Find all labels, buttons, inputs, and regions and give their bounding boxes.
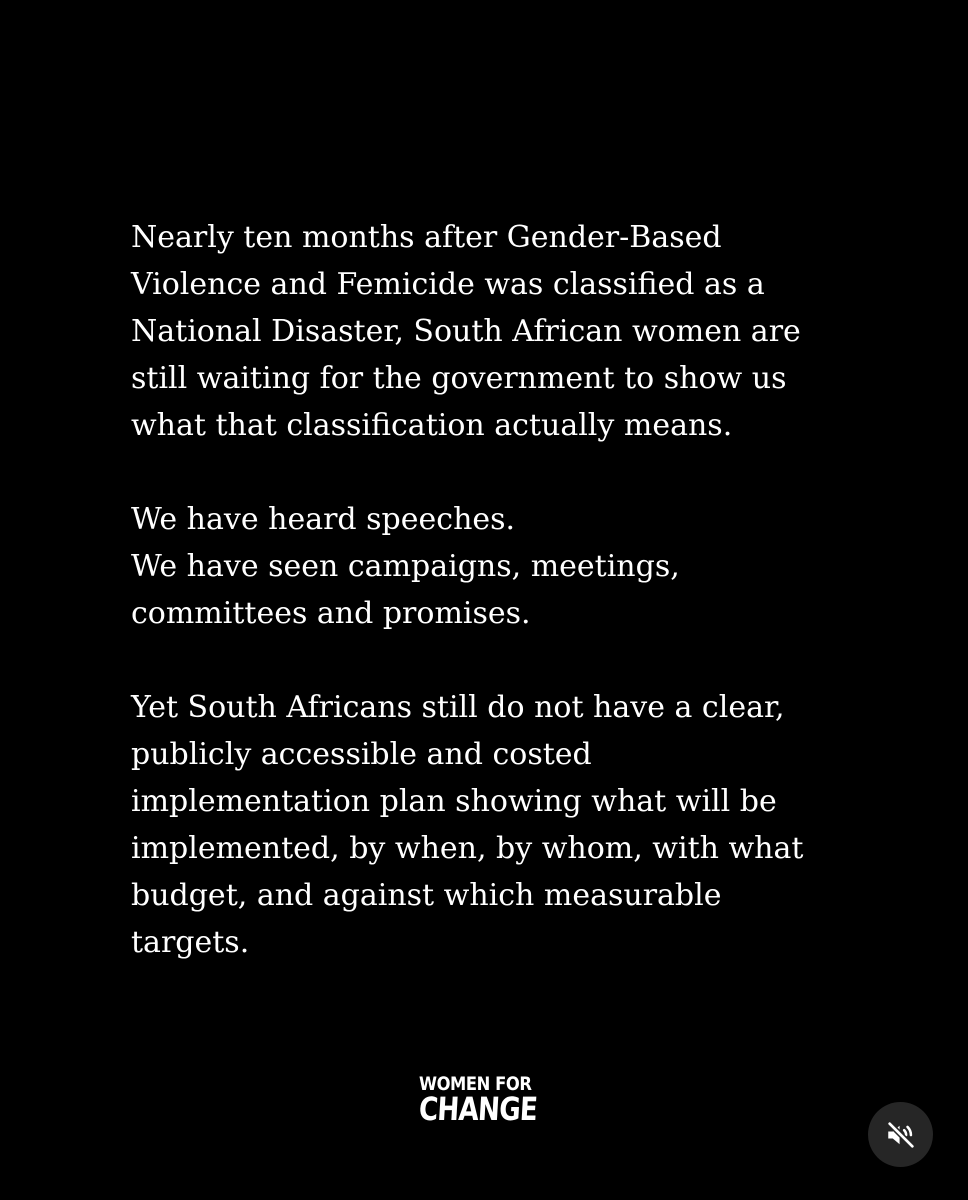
text-line: what that classification actually means.: [131, 408, 733, 443]
paragraph-3: [131, 684, 851, 966]
women-for-change-logo: [417, 1073, 551, 1128]
text-line: budget, and against which measurable: [131, 878, 722, 913]
text-line: committees and promises.: [131, 596, 531, 631]
paragraph-2: [131, 496, 851, 637]
logo-line-1: WOMEN FOR: [419, 1073, 532, 1095]
mute-toggle-button[interactable]: [868, 1102, 933, 1167]
text-line: implemented, by when, by whom, with what: [131, 831, 804, 866]
text-line: targets.: [131, 925, 250, 960]
paragraph-1: [131, 214, 851, 449]
text-line: Violence and Femicide was classified as a: [131, 267, 765, 302]
text-line: We have seen campaigns, meetings,: [131, 549, 680, 584]
text-line: still waiting for the government to show us: [131, 361, 787, 396]
post-body-text: [131, 214, 851, 1013]
speaker-muted-icon: [884, 1118, 918, 1152]
text-line: We have heard speeches.: [131, 502, 516, 537]
text-line: publicly accessible and costed: [131, 737, 592, 772]
text-line: implementation plan showing what will be: [131, 784, 777, 819]
logo-line-2: CHANGE: [417, 1090, 539, 1128]
text-line: Nearly ten months after Gender-Based: [131, 220, 722, 255]
text-line: National Disaster, South African women are: [131, 314, 801, 349]
text-line: Yet South Africans still do not have a clear,: [131, 690, 785, 725]
